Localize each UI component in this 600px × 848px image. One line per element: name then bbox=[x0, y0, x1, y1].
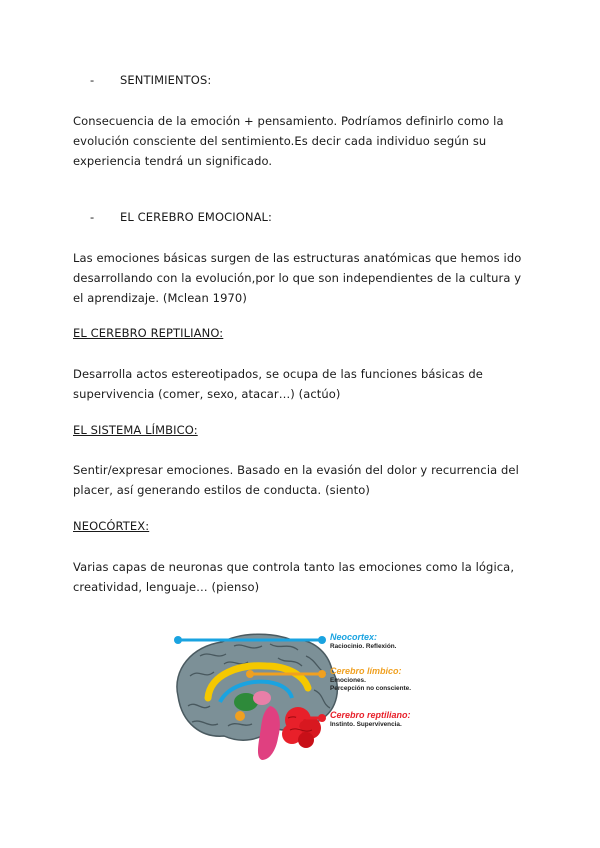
neocortex-label-sub: Raciocinio. Reflexión. bbox=[330, 643, 397, 650]
heading-text: EL CEREBRO EMOCIONAL: bbox=[120, 210, 273, 224]
reptiliano-heading: EL CEREBRO REPTILIANO: bbox=[73, 326, 224, 340]
neocortex-heading: NEOCÓRTEX: bbox=[73, 519, 150, 533]
limbico-label-sub2: Percepción no consciente. bbox=[330, 685, 411, 692]
heading-text: SENTIMIENTOS: bbox=[120, 73, 212, 87]
brain-illustration bbox=[170, 628, 440, 764]
brain-diagram bbox=[170, 628, 440, 764]
cerebro-emocional-heading bbox=[90, 207, 272, 227]
bullet-dash: - bbox=[90, 210, 95, 224]
limbico-paragraph: Sentir/expresar emociones. Basado en la evasión del dolor y recurrencia del placer, así generando estilos de conducta. (siento) bbox=[73, 463, 519, 497]
bullet-dash: - bbox=[90, 73, 95, 87]
neocortex-label bbox=[330, 632, 396, 651]
limbico-label bbox=[330, 666, 411, 693]
limbico-heading: EL SISTEMA LÍMBICO: bbox=[73, 423, 198, 437]
sentimientos-heading bbox=[90, 70, 211, 90]
limbico-label-title: Cerebro límbico: bbox=[330, 666, 402, 676]
neocortex-paragraph: Varias capas de neuronas que controla tanto las emociones como la lógica, creatividad, lenguaje… (pienso) bbox=[73, 560, 515, 594]
reptil-label bbox=[330, 710, 411, 729]
reptiliano-paragraph: Desarrolla actos estereotipados, se ocupa de las funciones básicas de supervivencia (comer, sexo, atacar…) (actúo) bbox=[73, 367, 483, 401]
cerebro-emocional-paragraph: Las emociones básicas surgen de las estructuras anatómicas que hemos ido desarrollando con la evolución,por lo que son independientes de la cultura y el aprendizaje. (Mclean 1970) bbox=[73, 251, 522, 305]
reptil-label-sub: Instinto. Supervivencia. bbox=[330, 721, 402, 728]
neocortex-label-title: Neocortex: bbox=[330, 632, 378, 642]
sentimientos-paragraph: Consecuencia de la emoción + pensamiento. Podríamos definirlo como la evolución consciente del sentimiento.Es decir cada individuo según su experiencia tendrá un significado. bbox=[73, 114, 504, 168]
limbico-label-sub1: Emociones. bbox=[330, 677, 366, 684]
reptil-label-title: Cerebro reptiliano: bbox=[330, 710, 411, 720]
